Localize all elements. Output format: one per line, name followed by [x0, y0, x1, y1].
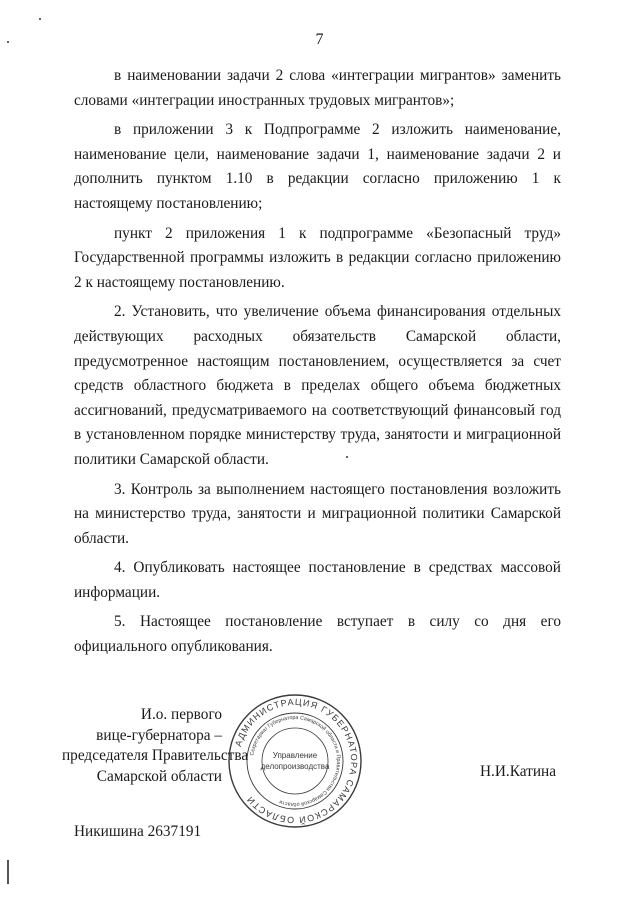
- signatory-line-3: председателя Правительства: [62, 747, 249, 764]
- paragraph-clause-5: 5. Настоящее постановление вступает в силу со дня его официального опубликования.: [74, 613, 561, 656]
- page-number: 7: [315, 31, 324, 48]
- contact-line: Никишина 2637191: [74, 823, 202, 840]
- paragraph-2: в приложении 3 к Подпрограмме 2 изложить наименование, наименование цели, наименование задачи 1, наименование задачи 2 и дополнить пунктом 1.10 в редакции согласно приложению 1 к настоящему постановлению;: [74, 121, 561, 212]
- signatory-name: Н.И.Катина: [480, 763, 556, 780]
- paragraph-clause-3: 3. Контроль за выполнением настоящего постановления возложить на министерство труда, занятости и миграционной политики Самарской области.: [74, 480, 561, 547]
- signatory-line-1: И.о. первого: [140, 706, 222, 723]
- signatory-title: [62, 705, 249, 787]
- scan-speck: [39, 18, 41, 20]
- seal-center-line-2: делопроизводства: [260, 762, 330, 771]
- scan-speck: [346, 456, 348, 458]
- seal-outer-text: АДМИНИСТРАЦИЯ ГУБЕРНАТОРА САМАРСКОЙ ОБЛАСТИ: [233, 696, 360, 826]
- paragraph-3: пункт 2 приложения 1 к подпрограмме «Безопасный труд» Государственной программы изложить в редакции согласно приложению 2 к настоящему постановлению.: [74, 224, 561, 291]
- document-body: [74, 64, 561, 665]
- scan-edge-mark: [7, 860, 9, 884]
- signatory-line-2: вице-губернатора –: [96, 726, 222, 744]
- paragraph-clause-4: 4. Опубликовать настоящее постановление в средствах массовой информации.: [74, 559, 561, 601]
- official-seal: [226, 692, 364, 830]
- scan-speck: [7, 41, 9, 43]
- seal-inner-text: Секретариат Губернатора Самарской области и Правительства Самарской области: [249, 714, 342, 808]
- paragraph-1: в наименовании задачи 2 слова «интеграции мигрантов» заменить словами «интеграции иностранных трудовых мигрантов»;: [74, 67, 561, 109]
- paragraph-clause-2: 2. Установить, что увеличение объема финансирования отдельных действующих расходных обязательств Самарской области, предусмотренное настоящим постановлением, осуществляется за счет средств областного бюджета в пределах общего объема бюджетных ассигнований, предусматриваемого на соответствующий финансовый год в установленном порядке министерству труда, занятости и миграционной политики Самарской области.: [74, 303, 561, 468]
- seal-center-line-1: Управление: [272, 751, 318, 760]
- signatory-line-4: Самарской области: [96, 767, 222, 785]
